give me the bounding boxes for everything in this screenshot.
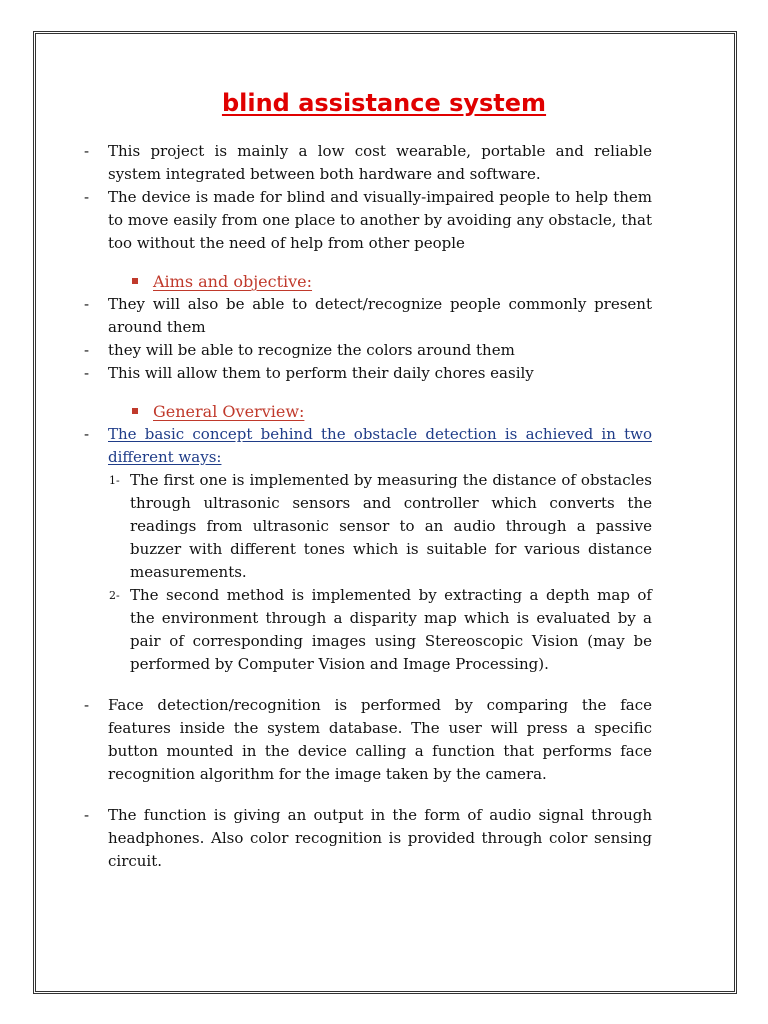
- dash-marker: -: [84, 188, 90, 206]
- dash-marker: -: [84, 295, 90, 313]
- list-item: [80, 423, 652, 469]
- intro-text-1: This project is mainly a low cost wearable, portable and reliable system integrated between both hardware and software.: [108, 142, 652, 183]
- dash-marker: -: [84, 806, 90, 824]
- page-title: blind assistance system: [221, 89, 547, 117]
- document-body: [80, 140, 652, 873]
- dash-marker: -: [84, 341, 90, 359]
- list-item: [80, 293, 652, 339]
- list-item: [80, 339, 652, 362]
- output-text: The function is giving an output in the form of audio signal through headphones. Also color recognition is provided through color sensing circuit.: [108, 806, 652, 870]
- list-item: [80, 186, 652, 255]
- method-text-1: The first one is implemented by measuring the distance of obstacles through ultrasonic sensors and controller which converts the readings from ultrasonic sensor to an audio through a passive buzzer with different tones which is suitable for various distance measurements.: [130, 471, 652, 581]
- square-bullet-icon: [132, 278, 138, 284]
- overview-lead: The basic concept behind the obstacle detection is achieved in two different ways:: [108, 425, 652, 466]
- overview-heading: [80, 400, 652, 423]
- list-item: [80, 140, 652, 186]
- method-text-2: The second method is implemented by extracting a depth map of the environment through a disparity map which is evaluated by a pair of corresponding images using Stereoscopic Vision (may be performed by Computer Vision and Image Processing).: [130, 586, 652, 673]
- square-bullet-icon: [132, 408, 138, 414]
- item-number: 2-: [109, 589, 120, 602]
- dash-marker: -: [84, 142, 90, 160]
- aims-text-1: They will also be able to detect/recognize people commonly present around them: [108, 295, 652, 336]
- overview-heading-text: General Overview:: [153, 402, 305, 421]
- dash-marker: -: [84, 364, 90, 382]
- intro-text-2: The device is made for blind and visually-impaired people to help them to move easily from one place to another by avoiding any obstacle, that too without the need of help from other people: [108, 188, 652, 252]
- aims-text-2: they will be able to recognize the colors around them: [108, 341, 515, 359]
- numbered-item: [80, 469, 652, 584]
- item-number: 1-: [109, 474, 120, 487]
- aims-heading: [80, 270, 652, 293]
- list-item: [80, 694, 652, 786]
- aims-text-3: This will allow them to perform their daily chores easily: [108, 364, 534, 382]
- face-text: Face detection/recognition is performed by comparing the face features inside the system database. The user will press a specific button mounted in the device calling a function that performs face recognition algorithm for the image taken by the camera.: [108, 696, 652, 783]
- list-item: [80, 362, 652, 385]
- dash-marker: -: [84, 425, 90, 443]
- aims-heading-text: Aims and objective:: [153, 272, 313, 291]
- dash-marker: -: [84, 696, 90, 714]
- numbered-item: [80, 584, 652, 676]
- list-item: [80, 804, 652, 873]
